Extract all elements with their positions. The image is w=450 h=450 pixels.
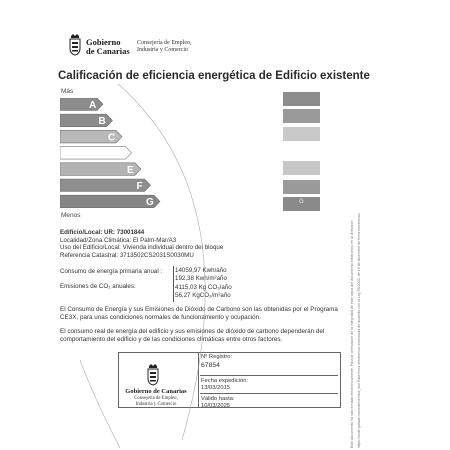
department-line-1: Consejería de Empleo, xyxy=(137,40,192,46)
rating-letter-e: E xyxy=(127,164,134,176)
canarias-crest-icon xyxy=(68,34,82,56)
cadastral-reference: Referencia Catastral: 3713502CS2031S0030MU xyxy=(60,251,194,259)
registry-separator-2 xyxy=(200,393,338,394)
consumption-label: Consumo de energía primaria anual : xyxy=(60,268,163,275)
consumption-per-m2: 192,38 Kwh/m²año xyxy=(175,275,227,282)
footer-department xyxy=(123,396,189,407)
rating-arrow-g xyxy=(60,195,160,208)
result-grade-label: G xyxy=(299,199,304,205)
margin-verification-line-1: Este documento ha sido firmado electrónicamente. Para la verificación de la integridad de este copia del documento electrónico en la dirección: xyxy=(350,219,354,448)
footer-crest-icon xyxy=(146,364,160,386)
emissions-annual: 4115,03 Kg CO₂/año xyxy=(175,284,232,291)
result-box-6 xyxy=(283,197,320,211)
brand-line-1: Gobierno xyxy=(86,37,121,47)
rating-letter-g: G xyxy=(146,197,154,209)
emissions-label: Emisiones de CO₂ anuales: xyxy=(60,283,136,290)
department-name xyxy=(137,40,191,54)
scale-bottom-label: Menos xyxy=(61,212,81,219)
result-box-1 xyxy=(283,92,320,106)
rating-letter-a: A xyxy=(89,100,97,111)
result-box-5 xyxy=(283,180,320,194)
emissions-per-m2: 56,27 KgCO₂/m²año xyxy=(175,292,231,299)
brand-line-2: de Canarias xyxy=(86,46,130,56)
result-box-4 xyxy=(283,161,320,175)
rating-letter-f: F xyxy=(136,181,143,192)
result-box-3 xyxy=(283,127,320,141)
registration-divider xyxy=(198,353,199,407)
document-title: Calificación de eficiencia energética de Edificio existente xyxy=(58,70,370,82)
consumption-annual: 14059,97 Kwh/año xyxy=(175,267,227,274)
valid-until-value: 10/03/2025 xyxy=(201,403,231,409)
climate-zone: Localidad/Zona Climática: El Palm-Mar/A3 xyxy=(60,236,177,244)
registry-separator-1 xyxy=(200,375,338,376)
footer-department-line-1: Consejería de Empleo, xyxy=(134,396,178,401)
brand-name xyxy=(86,38,130,56)
department-line-2: Industria y Comercio xyxy=(137,47,188,53)
result-box-2 xyxy=(283,109,320,123)
margin-verification-line-2: https://sede.gobcan.es/sede/verifica_doc Esta firma electrónica reconocida de acuerdo con la Ley 59/2003, de 19 de diciembre de firma electrónica xyxy=(357,213,361,448)
building-info xyxy=(60,229,223,259)
values-divider xyxy=(173,266,174,302)
footer-brand: Gobierno de Canarias xyxy=(125,388,187,395)
building-use: Uso del Edificio/Local: Vivienda individual dentro del bloque xyxy=(60,244,224,252)
footer-department-line-2: Industria y Comercio xyxy=(135,401,177,407)
rating-letter-d: D xyxy=(117,148,125,160)
scale-top-label: Más xyxy=(61,88,74,95)
rating-letter-c: C xyxy=(108,132,116,144)
issue-date-label: Fecha expedición: xyxy=(201,378,249,384)
rating-arrow-a xyxy=(60,98,103,111)
registry-label: Nº Registro: xyxy=(201,354,233,360)
note-paragraph-1: El Consumo de Energía y sus Emisiones de Dióxido de Carbono son las obtenidas por el Programa CE3X, para unas condiciones normales de funcionamiento y ocupación. xyxy=(60,306,338,321)
energy-rating-scale xyxy=(60,98,170,212)
registry-number: 67854 xyxy=(201,362,220,369)
valid-until-label: Válido hasta: xyxy=(201,396,235,402)
issue-date-value: 13/03/2015 xyxy=(201,385,231,391)
note-paragraph-2: El consumo real de energía del edificio y sus emisiones de dióxido de carbono dependerán del comportamiento del edificio y de las condiciones climáticas entre otros factores. xyxy=(60,328,325,343)
building-reference: Edificio/Local: UR: 73001844 xyxy=(60,229,145,236)
rating-letter-b: B xyxy=(98,116,106,128)
